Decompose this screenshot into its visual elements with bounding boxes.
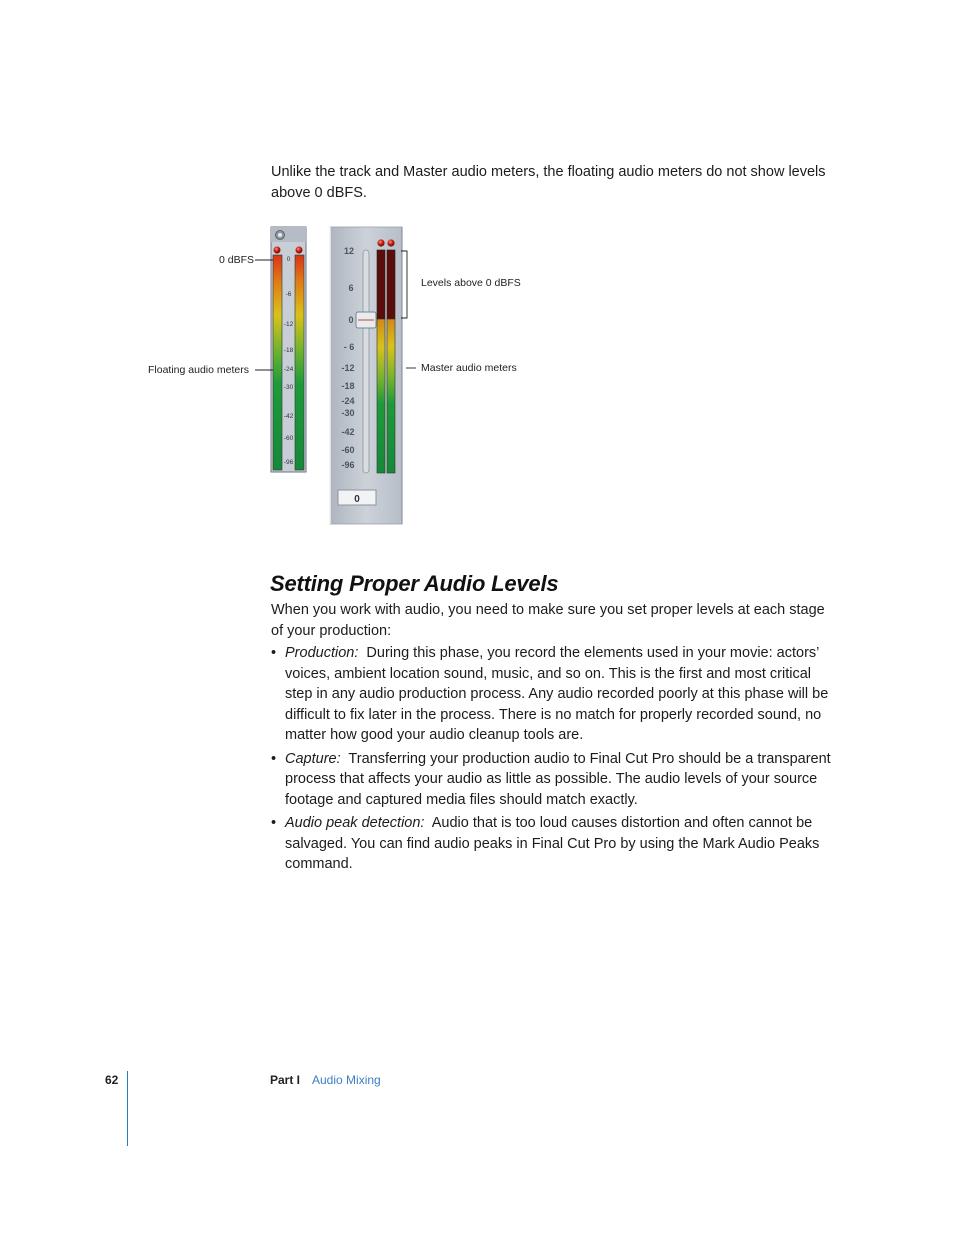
bullet-dot-icon: • bbox=[271, 645, 277, 661]
master-scale-label: -12 bbox=[341, 363, 355, 373]
floating-scale-label: -42 bbox=[283, 413, 294, 420]
section-heading: Setting Proper Audio Levels bbox=[270, 571, 559, 596]
section-lead-paragraph: When you work with audio, you need to make sure you set proper levels at each stage of your production: bbox=[271, 602, 825, 639]
callout-zero-dbfs: 0 dBFS bbox=[219, 254, 255, 266]
bullet-item-capture bbox=[271, 749, 831, 811]
floating-scale-label: -60 bbox=[283, 435, 294, 442]
floating-scale-label: -96 bbox=[283, 459, 294, 466]
master-scale-label: 12 bbox=[343, 246, 355, 256]
footer-chapter-link[interactable]: Audio Mixing bbox=[312, 1073, 381, 1087]
master-scale-label: - 6 bbox=[343, 342, 355, 352]
floating-scale-label: -6 bbox=[285, 291, 292, 298]
bullet-term: Audio peak detection: bbox=[285, 815, 425, 831]
master-scale-label: -60 bbox=[341, 445, 355, 455]
footer-divider bbox=[127, 1071, 128, 1146]
bullet-item-audio-peak-detection bbox=[271, 813, 831, 875]
master-audio-meter bbox=[330, 227, 402, 524]
page-number: 62 bbox=[105, 1073, 119, 1087]
callout-floating-meters: Floating audio meters bbox=[148, 364, 249, 376]
callout-levels-above: Levels above 0 dBFS bbox=[421, 277, 521, 289]
callout-master-meters: Master audio meters bbox=[421, 362, 517, 374]
master-value-field[interactable]: 0 bbox=[354, 494, 360, 505]
master-scale-label: -96 bbox=[341, 460, 355, 470]
bullet-list bbox=[271, 643, 831, 878]
floating-scale-label: -18 bbox=[283, 347, 294, 354]
master-scale-label: -18 bbox=[341, 381, 355, 391]
bullet-dot-icon: • bbox=[271, 815, 277, 831]
bullet-text: During this phase, you record the elements used in your movie: actors’ voices, ambient location sound, music, and so on. This is the first and most critical step in any audio production process. Any audio recorded poorly at this phase will be difficult to fix later in the process. There is no match for properly recorded sound, no matter how good your audio cleanup tools are. bbox=[285, 645, 829, 743]
master-scale-label: 6 bbox=[348, 283, 354, 293]
bullet-term: Capture: bbox=[285, 750, 341, 767]
floating-scale-label: -12 bbox=[283, 321, 294, 328]
bullet-dot-icon: • bbox=[271, 750, 277, 767]
floating-scale-label: -24 bbox=[283, 366, 294, 373]
intro-paragraph: Unlike the track and Master audio meters, the floating audio meters do not show levels above 0 dBFS. bbox=[271, 164, 826, 201]
bullet-text: Audio that is too loud causes distortion and often cannot be salvaged. You can find audio peaks in Final Cut Pro by using the Mark Audio Peaks command. bbox=[285, 815, 820, 872]
bullet-text: Transferring your production audio to Final Cut Pro should be a transparent process that affects your audio as little as possible. The audio levels of your source footage and captured media files should match exactly. bbox=[285, 750, 831, 808]
master-scale-label: -30 bbox=[341, 408, 355, 418]
master-scale-label: -42 bbox=[341, 427, 355, 437]
floating-scale-label: -30 bbox=[283, 384, 294, 391]
floating-scale-label: 0 bbox=[286, 256, 291, 263]
fader-track bbox=[363, 250, 369, 473]
fader-knob[interactable] bbox=[356, 312, 376, 328]
footer-part-label: Part I bbox=[270, 1073, 301, 1087]
floating-audio-meter bbox=[271, 227, 306, 472]
bullet-term: Production: bbox=[285, 645, 359, 661]
bullet-item-production bbox=[271, 643, 831, 746]
master-scale-label: -24 bbox=[341, 396, 355, 406]
master-scale-label: 0 bbox=[348, 315, 354, 325]
